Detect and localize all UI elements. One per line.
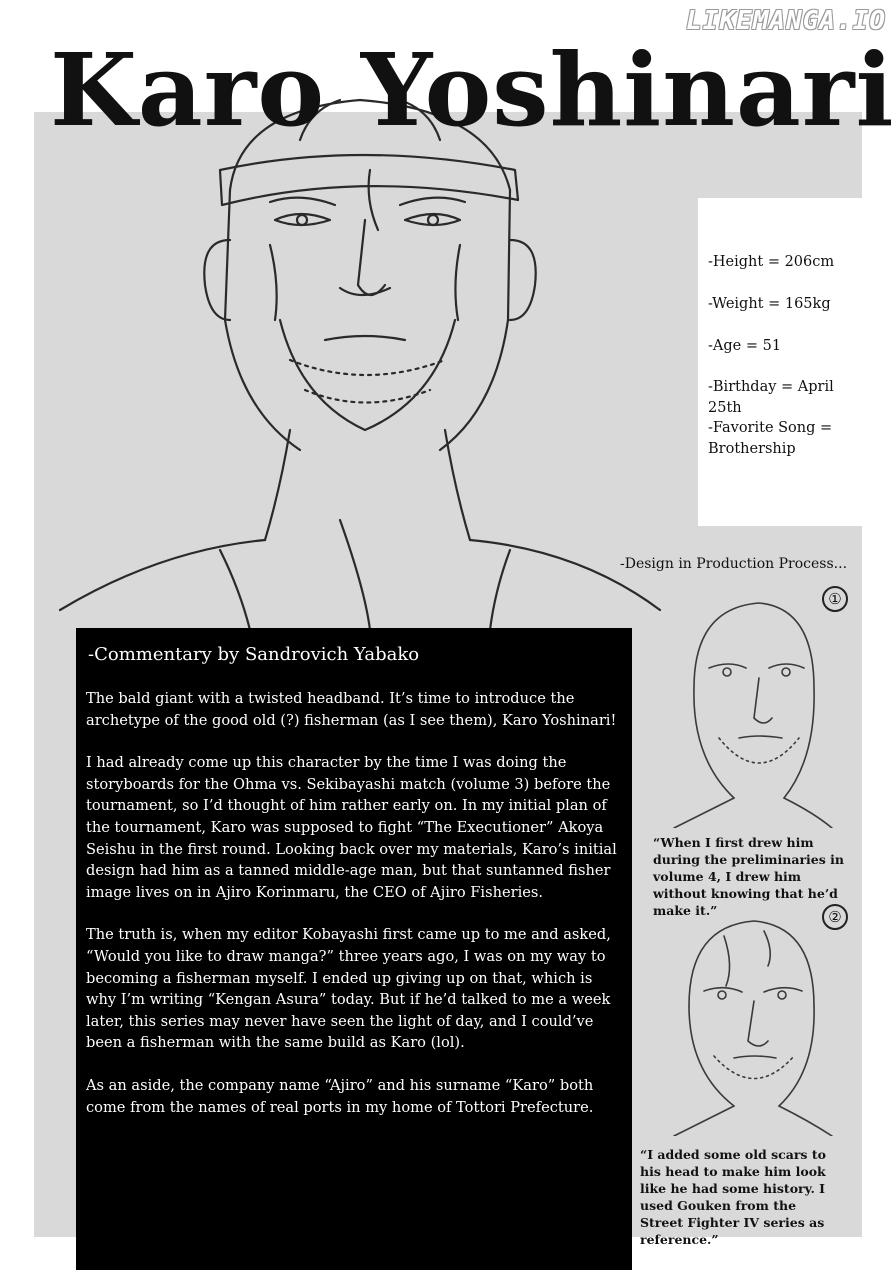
commentary-paragraph: The bald giant with a twisted headband. It’s time to introduce the archetype of the good old (?) fisherman (as I see them), Karo Yoshinari! xyxy=(86,690,617,729)
commentary-title: -Commentary by Sandrovich Yabako xyxy=(88,644,420,665)
step-one-number: ① xyxy=(822,586,848,612)
step-one-caption: “When I first drew him during the preliminaries in volume 4, I drew him without knowing that he’d make it.” xyxy=(653,835,844,918)
commentary-box xyxy=(76,628,632,1270)
stat-weight: -Weight = 165kg xyxy=(708,296,831,312)
stat-favorite-song: -Favorite Song = Brothership xyxy=(708,420,833,457)
stat-height: -Height = 206cm xyxy=(708,254,835,270)
step-two-number: ② xyxy=(822,904,848,930)
character-portrait-sketch xyxy=(40,70,680,630)
stat-birthday: -Birthday = April 25th xyxy=(708,379,834,416)
stat-age: -Age = 51 xyxy=(708,338,782,354)
commentary-paragraph: The truth is, when my editor Kobayashi first came up to me and asked, “Would you like to draw manga?” three years ago, I was on my way to becoming a fisherman myself. I ended up giving up on that, which is why I’m writing “Kengan Asura” today. But if he’d talked to me a week later, this series may never have seen the light of day, and I could’ve been a fisherman with the same build as Karo (lol). xyxy=(86,926,611,1052)
design-process-heading: -Design in Production Process... xyxy=(620,556,848,572)
design-sketch-one xyxy=(664,588,834,828)
commentary-body xyxy=(86,688,626,1139)
page-title: Karo Yoshinari xyxy=(50,31,895,149)
commentary-paragraph: I had already come up this character by the time I was doing the storyboards for the Ohma vs. Sekibayashi match (volume 3) before the tournament, so I’d thought of him rather early on. In my initial plan of the tournament, Karo was supposed to fight “The Executioner” Akoya Seishu in the first round. Looking back over my materials, Karo’s initial design had him as a tanned middle-age man, but that suntanned fisher image lives on in Ajiro Korinmaru, the CEO of Ajiro Fisheries. xyxy=(86,754,617,901)
step-two-caption: “I added some old scars to his head to make him look like he had some history. I used Gouken from the Street Fighter IV series as reference.” xyxy=(640,1147,826,1247)
commentary-paragraph: As an aside, the company name “Ajiro” and his surname “Karo” both come from the names of real ports in my home of Tottori Prefecture. xyxy=(86,1076,594,1116)
site-watermark: LIKEMANGA.IO xyxy=(686,6,886,36)
character-stats-box xyxy=(698,198,862,526)
